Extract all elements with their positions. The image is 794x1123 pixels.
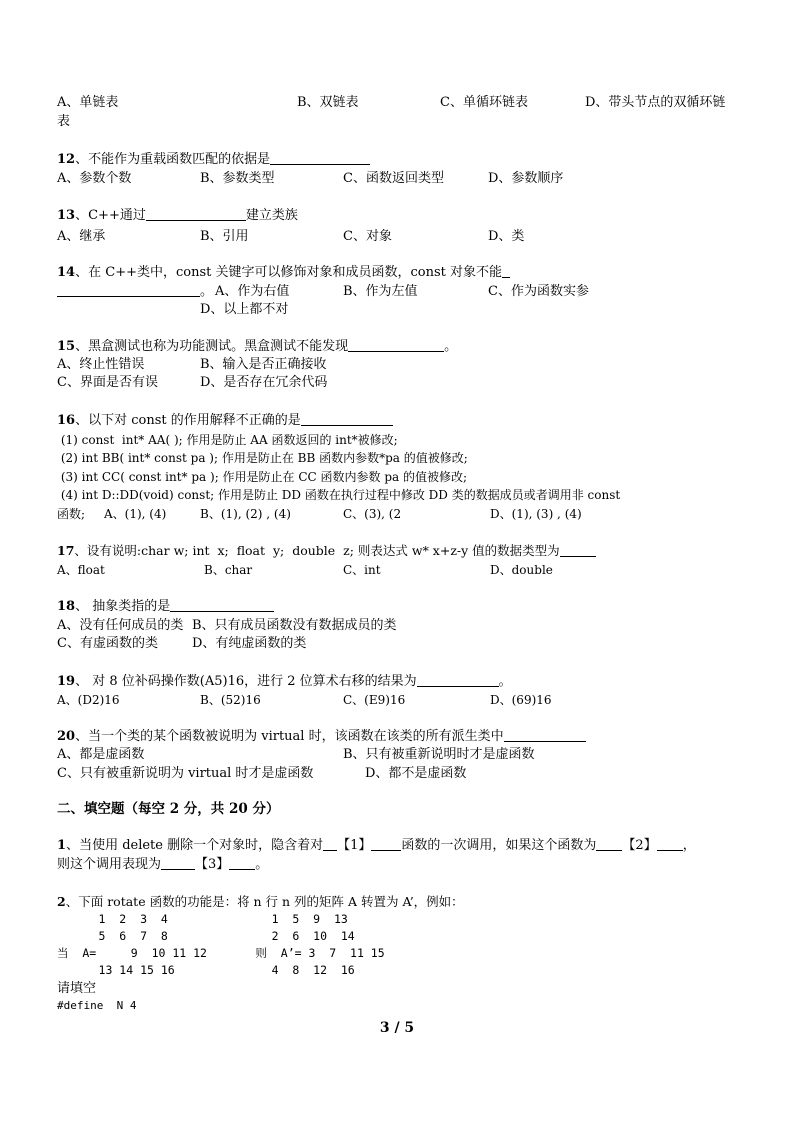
q16-tail: 函数; — [57, 507, 86, 521]
q14-stem-end: 。 — [200, 284, 214, 299]
q18-option-d: D、有纯虚函数的类 — [192, 636, 307, 651]
section-heading: 二、填空题（每空 2 分，共 20 分） — [57, 801, 280, 817]
q14-option-c: C、作为函数实参 — [488, 284, 589, 299]
matrix-line-1: 1 2 3 4 1 5 9 13 — [57, 912, 348, 926]
q19-option-a: A、(D2)16 — [57, 693, 120, 707]
question-18 — [57, 599, 274, 615]
q18-sep: 、 — [75, 599, 89, 614]
q19-number: 19 — [57, 674, 76, 689]
answer-blank — [657, 838, 683, 851]
answer-blank — [560, 544, 596, 557]
q13-option-a: A、继承 — [57, 229, 106, 244]
fill-question-2 — [57, 894, 464, 910]
matrix-line-4: 13 14 15 16 4 8 12 16 — [57, 963, 355, 977]
matrix-line-2: 5 6 7 8 2 6 10 14 — [57, 929, 355, 943]
q14-option-b: B、作为左值 — [343, 284, 418, 299]
q13-number: 13 — [57, 208, 76, 223]
q19-option-d: D、(69)16 — [490, 693, 552, 707]
q20-option-d: D、都不是虚函数 — [365, 766, 467, 781]
q16-sep: 、 — [75, 413, 89, 428]
answer-blank — [323, 838, 337, 851]
f1-mark-3: 【3】 — [195, 857, 230, 872]
q16-option-c: C、(3), (2 — [343, 507, 402, 521]
q19-stem: 对 8 位补码操作数(A5)16，进行 2 位算术右移的结果为 — [88, 674, 417, 689]
q18-option-c: C、有虚函数的类 — [57, 636, 158, 651]
q16-item-3: (3) int CC( const int* pa ); 作用是防止在 CC 函数内参数 pa 的值被修改; — [57, 470, 468, 484]
answer-blank — [504, 729, 586, 742]
q19-option-b: B、(52)16 — [200, 693, 261, 707]
f1-text-3: ， — [682, 838, 696, 853]
question-16 — [57, 413, 393, 429]
q19-option-c: C、(E9)16 — [343, 693, 406, 707]
q17-option-c: C、int — [343, 563, 381, 577]
question-14 — [57, 265, 510, 281]
f1-sep: 、 — [66, 838, 80, 853]
fill-question-1 — [57, 838, 696, 854]
q15-sep: 、 — [75, 339, 89, 354]
q17-sep: 、 — [74, 543, 87, 558]
q15-option-b: B、输入是否正确接收 — [200, 357, 327, 372]
q20-stem: 当一个类的某个函数被说明为 virtual 时，该函数在该类的所有派生类中 — [88, 729, 504, 744]
q17-stem: 设有说明:char w; int x; float y; double z; 则表达式 w* x+z-y 值的数据类型为 — [86, 543, 560, 558]
question-19 — [57, 674, 512, 690]
f2-sep: 、 — [65, 894, 79, 909]
f2-stem: 下面 rotate 函数的功能是：将 n 行 n 列的矩阵 A 转置为 A’，例如： — [78, 894, 464, 909]
q13-stem: C++通过 — [88, 208, 146, 223]
answer-blank — [596, 838, 622, 851]
q18-option-a: A、没有任何成员的类 — [57, 618, 184, 633]
q18-number: 18 — [57, 599, 76, 614]
q14-option-d: D、以上都不对 — [200, 302, 289, 317]
q13-option-c: C、对象 — [343, 229, 392, 244]
f1-number: 1 — [57, 838, 67, 853]
q15-number: 15 — [57, 339, 76, 354]
answer-blank — [348, 339, 444, 352]
f1-mark-2: 【2】 — [622, 838, 657, 853]
answer-blank — [502, 265, 510, 278]
q20-option-c: C、只有被重新说明为 virtual 时才是虚函数 — [57, 766, 314, 781]
q16-item-4: (4) int D::DD(void) const; 作用是防止 DD 函数在执行过程中修改 DD 类的数据成员或者调用非 const — [57, 488, 621, 502]
q20-option-b: B、只有被重新说明时才是虚函数 — [343, 747, 535, 762]
q14-line2 — [57, 284, 213, 300]
q18-stem: 抽象类指的是 — [88, 599, 171, 614]
q12-sep: 、 — [75, 152, 89, 167]
q12-stem: 不能作为重载函数匹配的依据是 — [88, 152, 271, 167]
f1-text-1: 当使用 delete 删除一个对象时，隐含着对 — [79, 838, 324, 853]
q15-option-d: D、是否存在冗余代码 — [200, 375, 328, 390]
q12-option-b: B、参数类型 — [200, 171, 275, 186]
fill-instruction: 请填空 — [57, 981, 97, 996]
answer-blank — [170, 599, 274, 612]
answer-blank — [270, 152, 370, 165]
fill-question-1-line2 — [57, 857, 268, 873]
answer-blank — [417, 674, 499, 687]
question-20 — [57, 729, 586, 745]
answer-blank — [371, 838, 401, 851]
q19-stem-end: 。 — [498, 674, 512, 689]
matrix-line-3: 当 A= 9 10 11 12 则 A’= 3 7 11 15 — [57, 946, 385, 960]
q18-option-b: B、只有成员函数没有数据成员的类 — [192, 618, 397, 633]
q13-stem-end: 建立类族 — [245, 208, 298, 223]
q16-option-d: D、(1), (3) , (4) — [490, 507, 582, 521]
answer-blank — [57, 284, 200, 297]
q12-option-d: D、参数顺序 — [488, 171, 564, 186]
q16-option-b: B、(1), (2) , (4) — [200, 507, 291, 521]
answer-blank — [146, 208, 246, 221]
answer-blank — [161, 857, 195, 870]
q16-number: 16 — [57, 413, 76, 428]
q11-option-c: C、单循环链表 — [440, 95, 528, 110]
q20-option-a: A、都是虚函数 — [57, 747, 145, 762]
answer-blank — [301, 413, 393, 426]
f1-text-5: 。 — [255, 857, 269, 872]
q12-option-c: C、函数返回类型 — [343, 171, 444, 186]
q19-sep: 、 — [75, 674, 89, 689]
f1-mark-1: 【1】 — [337, 838, 372, 853]
q17-option-d: D、double — [490, 563, 553, 577]
q13-sep: 、 — [75, 208, 89, 223]
q12-number: 12 — [57, 152, 76, 167]
q15-option-a: A、终止性错误 — [57, 357, 145, 372]
q16-item-1: (1) const int* AA( ); 作用是防止 AA 函数返回的 int*被修改; — [57, 433, 398, 447]
q17-option-b: B、char — [204, 563, 253, 577]
q15-stem: 黑盒测试也称为功能测试。黑盒测试不能发现 — [88, 339, 349, 354]
q13-option-d: D、类 — [488, 229, 525, 244]
q16-item-2: (2) int BB( int* const pa ); 作用是防止在 BB 函数内参数*pa 的值被修改; — [57, 451, 468, 465]
q11-option-d-cont: 表 — [57, 114, 71, 129]
q16-stem: 以下对 const 的作用解释不正确的是 — [88, 413, 301, 428]
q14-number: 14 — [57, 265, 76, 280]
f1-text-2: 函数的一次调用，如果这个函数为 — [401, 838, 597, 853]
q11-option-d: D、带头节点的双循环链 — [585, 95, 726, 110]
q15-stem-end: 。 — [444, 339, 458, 354]
q17-option-a: A、float — [57, 563, 105, 577]
page-number: 3 / 5 — [379, 1020, 415, 1036]
q20-sep: 、 — [75, 729, 89, 744]
q11-option-b: B、双链表 — [297, 95, 359, 110]
q16-option-a: A、(1), (4) — [104, 507, 167, 521]
question-13 — [57, 208, 298, 224]
code-line: #define N 4 — [57, 999, 137, 1012]
question-17 — [57, 543, 596, 559]
question-12 — [57, 152, 370, 168]
q15-option-c: C、界面是否有误 — [57, 375, 158, 390]
question-15 — [57, 339, 457, 355]
q13-option-b: B、引用 — [200, 229, 249, 244]
q14-sep: 、 — [75, 265, 89, 280]
q14-option-a: A、作为右值 — [215, 284, 290, 299]
q11-option-a: A、单链表 — [57, 95, 119, 110]
answer-blank — [229, 857, 255, 870]
q14-stem: 在 C++类中，const 关键字可以修饰对象和成员函数，const 对象不能 — [88, 265, 502, 280]
q12-option-a: A、参数个数 — [57, 171, 132, 186]
q20-number: 20 — [57, 729, 76, 744]
f1-text-4: 则这个调用表现为 — [57, 857, 162, 872]
q17-number: 17 — [57, 543, 75, 558]
f2-number: 2 — [57, 894, 66, 909]
